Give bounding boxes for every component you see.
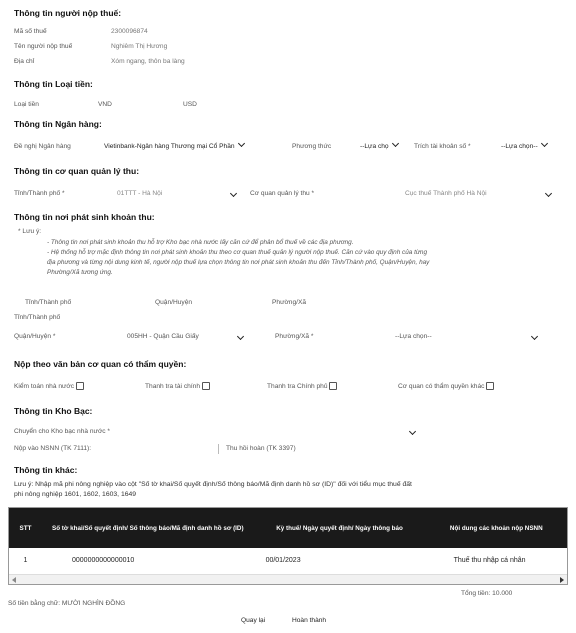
back-button[interactable]: Quay lại: [241, 617, 266, 624]
government-inspection-checkbox[interactable]: [329, 382, 337, 390]
currency-label: Loại tiền: [14, 101, 39, 108]
payment-method-label: Phương thức: [292, 143, 332, 150]
origin-ward-select[interactable]: [395, 333, 537, 340]
nsnn-divider: [218, 444, 219, 454]
origin-note-line1: - Thông tin nơi phát sinh khoản thu hỗ trợ Kho bạc nhà nước lấy căn cứ để phân bổ thuế về các địa phương.: [47, 239, 354, 246]
col-header-doc-id: Số tờ khai/Số quyết định/ Số thông báo/Mã định danh hồ sơ (ID): [42, 508, 254, 548]
agency-select[interactable]: [405, 190, 551, 197]
col-header-stt: STT: [9, 508, 42, 548]
amount-words-label: Số tiền bằng chữ:: [8, 600, 61, 607]
payment-method-select[interactable]: [360, 143, 398, 150]
chevron-down-icon: [237, 333, 244, 340]
doc-option-finance-inspection-label: Thanh tra tài chính: [145, 382, 200, 390]
origin-province-label: Tỉnh/Thành phố: [14, 314, 61, 321]
doc-option-other-authority[interactable]: [398, 382, 494, 390]
documents-heading: Nộp theo văn bản cơ quan có thẩm quyền:: [14, 359, 187, 369]
origin-col-province: Tỉnh/Thành phố: [25, 299, 72, 306]
horizontal-scrollbar[interactable]: [9, 574, 567, 584]
origin-note-title-text: Lưu ý:: [22, 228, 42, 235]
doc-option-finance-inspection[interactable]: [145, 382, 210, 390]
other-note-line2: phi nông nghiệp 1601, 1602, 1603, 1649: [14, 491, 137, 498]
currency-option-vnd[interactable]: VND: [98, 101, 112, 108]
col-header-period: Kỳ thuế/ Ngày quyết định/ Ngày thông báo: [254, 508, 426, 548]
address-value: Xóm ngang, thôn ba làng: [111, 58, 185, 65]
address-label: Địa chỉ: [14, 58, 35, 65]
bank-select[interactable]: [104, 143, 244, 150]
row-stt: 1: [23, 556, 28, 564]
taxpayer-name-value: Nghiêm Thị Hương: [111, 43, 168, 50]
amount-in-words: [8, 600, 125, 607]
chevron-down-icon: [230, 190, 237, 197]
scroll-left-icon[interactable]: [12, 577, 16, 583]
nsnn-label: Nộp vào NSNN (TK 7111):: [14, 445, 92, 452]
authority-province-value: 01TTT - Hà Nội: [117, 190, 163, 197]
doc-option-state-audit[interactable]: [14, 382, 84, 390]
payment-method-value: --Lựa chọ: [360, 143, 389, 150]
other-heading: Thông tin khác:: [14, 465, 78, 475]
doc-option-government-inspection-label: Thanh tra Chính phủ: [267, 382, 328, 390]
asterisk-icon: *: [18, 228, 21, 235]
bank-heading: Thông tin Ngân hàng:: [14, 119, 102, 129]
finance-inspection-checkbox[interactable]: [202, 382, 210, 390]
bank-select-value: Vietinbank-Ngân hàng Thương mại Cổ Phần: [104, 143, 235, 150]
origin-col-ward: Phường/Xã: [272, 299, 307, 306]
other-note-line1: Lưu ý: Nhập mã phi nông nghiệp vào cột "Số tờ khai/Số quyết định/Số thông báo/Mã định danh hồ sơ (ID)" đối với tiểu mục thuế đất: [14, 481, 412, 488]
chevron-down-icon: [409, 428, 416, 435]
col-header-content: Nội dung các khoản nộp NSNN: [426, 508, 567, 548]
chevron-down-icon: [238, 140, 245, 147]
table-row[interactable]: [9, 548, 567, 572]
origin-note-line2: - Hệ thống hỗ trợ mặc định thông tin nơi phát sinh khoản thu theo cơ quan thuế quản lý người nộp thuế. Căn cứ vào quy định của từng: [47, 249, 428, 256]
origin-district-select[interactable]: [127, 333, 243, 340]
currency-heading: Thông tin Loại tiền:: [14, 79, 93, 89]
tax-code-label: Mã số thuế: [14, 28, 47, 35]
payment-table: [9, 508, 567, 572]
tax-code-value: 2300096874: [111, 28, 148, 35]
chevron-down-icon: [392, 140, 399, 147]
chevron-down-icon: [545, 190, 552, 197]
debit-account-select[interactable]: [501, 143, 547, 150]
scroll-right-icon[interactable]: [560, 577, 564, 583]
origin-note-line3: địa phương và từng nội dung kinh tế, người nộp thuế lựa chọn thông tin nơi phát sinh khoản thu đến Tỉnh/Thành phố, Quận/Huyện, hay: [47, 259, 430, 266]
bank-request-label: Đề nghị Ngân hàng: [14, 143, 71, 150]
authority-heading: Thông tin cơ quan quản lý thu:: [14, 166, 140, 176]
treasury-heading: Thông tin Kho Bạc:: [14, 406, 93, 416]
chevron-down-icon: [541, 140, 548, 147]
agency-value: Cục thuế Thành phố Hà Nội: [405, 190, 487, 197]
treasury-transfer-label: Chuyển cho Kho bạc nhà nước *: [14, 428, 110, 435]
debit-account-value: --Lựa chọn--: [501, 143, 538, 150]
amount-words-value: MƯỜI NGHÌN ĐỒNG: [61, 600, 126, 607]
refund-label: Thu hồi hoàn (TK 3397): [226, 445, 296, 452]
finish-button[interactable]: Hoàn thành: [292, 617, 327, 624]
currency-option-usd[interactable]: USD: [183, 101, 197, 108]
origin-col-district: Quận/Huyện: [155, 299, 193, 306]
row-doc-id: 0000000000000010: [72, 556, 135, 564]
agency-label: Cơ quan quản lý thu *: [250, 190, 315, 197]
doc-option-state-audit-label: Kiểm toán nhà nước: [14, 382, 75, 390]
other-authority-checkbox[interactable]: [486, 382, 494, 390]
origin-district-value: 005HH - Quận Cầu Giấy: [127, 333, 199, 340]
chevron-down-icon: [531, 333, 538, 340]
total-value: 10.000: [492, 590, 513, 597]
origin-ward-value: --Lựa chọn--: [395, 333, 432, 340]
origin-note-title: [18, 228, 41, 235]
origin-note-line4: Phường/Xã tương ứng.: [47, 269, 113, 276]
authority-province-label: Tỉnh/Thành phố *: [14, 190, 65, 197]
taxpayer-name-label: Tên người nộp thuế: [14, 43, 73, 50]
total-amount: [461, 590, 512, 597]
authority-province-select[interactable]: [117, 190, 236, 197]
doc-option-government-inspection[interactable]: [267, 382, 337, 390]
origin-ward-label: Phường/Xã *: [275, 333, 314, 340]
debit-account-label: Trích tài khoản số *: [414, 143, 471, 150]
taxpayer-heading: Thông tin người nộp thuế:: [14, 8, 122, 18]
state-audit-checkbox[interactable]: [76, 382, 84, 390]
doc-option-other-authority-label: Cơ quan có thẩm quyền khác: [398, 382, 485, 390]
payment-table-wrap: [8, 507, 568, 585]
origin-district-label: Quận/Huyện *: [14, 333, 56, 340]
row-content: Thuế thu nhập cá nhân: [453, 556, 526, 564]
total-label: Tổng tiền:: [461, 590, 491, 597]
origin-heading: Thông tin nơi phát sinh khoản thu:: [14, 212, 155, 222]
row-period: 00/01/2023: [265, 556, 301, 564]
